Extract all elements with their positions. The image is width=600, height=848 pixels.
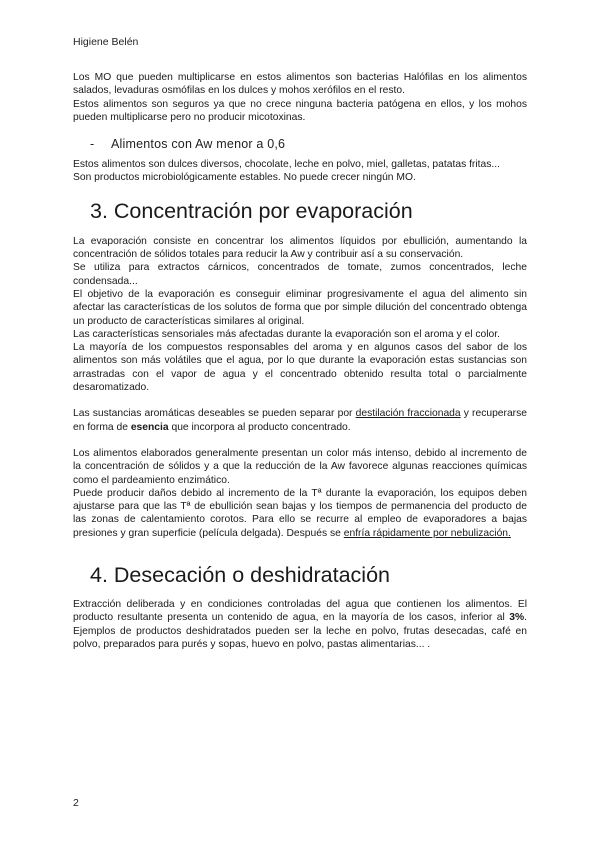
bullet-label: Alimentos con Aw menor a 0,6 <box>111 137 286 152</box>
page-content <box>73 71 527 651</box>
paragraph-mo-types: Los MO que pueden multiplicarse en estos alimentos son bacterias Halófilas en los alimentos salados, levaduras osmófilas en los dulces y mohos xerófilos en el resto. <box>73 72 527 97</box>
bold-3-percent: 3% <box>509 612 525 624</box>
underlined-enfria-rapidamente: enfría rápidamente por nebulización. <box>343 527 511 539</box>
paragraph-evaporation-uses: Se utiliza para extractos cárnicos, concentrados de tomate, zumos concentrados, leche condensada... <box>73 262 527 287</box>
spacer <box>73 434 527 447</box>
paragraph-aromatic-substances: Las sustancias aromáticas deseables se pueden separar por destilación fraccionada y recuperarse en forma de esencia que incorpora al producto concentrado. <box>73 408 527 433</box>
page-number: 2 <box>73 797 79 809</box>
link-destilacion-fraccionada: destilación fraccionada <box>355 408 461 420</box>
paragraph-evaporation-objective: El objetivo de la evaporación es conseguir eliminar progresivamente el agua del alimento sin afectar las características de los solutos de forma que por simple dilución del concentrado obtenga un producto de características similares al original. <box>73 288 527 327</box>
paragraph-evaporation-definition: La evaporación consiste en concentrar los alimentos líquidos por ebullición, aumentando la concentración de sólidos totales para reducir la Aw y contribuir así a su conservación. <box>73 235 527 261</box>
paragraph-sweet-foods: Estos alimentos son dulces diversos, chocolate, leche en polvo, miel, galletas, patatas fritas... <box>73 159 500 171</box>
paragraph-aroma-compounds: La mayoría de los compuestos responsables del aroma y en algunos casos del sabor de los alimentos son más volátiles que el agua, por lo que durante la evaporación estas sustancias son arrastradas con el vapor de agua y el concentrado obtenido resulta total o parcialmente desaromatizado. <box>73 342 527 394</box>
page-header: Higiene Belén <box>73 36 139 48</box>
heading-section-3: 3. Concentración por evaporación <box>90 198 413 223</box>
bold-esencia: esencia <box>130 421 169 433</box>
bullet-dash: - <box>90 137 95 152</box>
spacer <box>73 394 527 407</box>
paragraph-color-intensity: Los alimentos elaborados generalmente presentan un color más intenso, debido al incremento de la concentración de sólidos y a que la reducción de la Aw favorece algunas reacciones químicas como el pardeamiento enzimático. <box>73 447 527 486</box>
paragraph-dehydration-definition: Extracción deliberada y en condiciones controladas del agua que contienen los alimentos. El producto resultante presenta un contenido de agua, en la mayoría de los casos, inferior al 3%. Ejemplos de productos deshidratados pueden ser la leche en polvo, frutas desecadas, café en polvo, preparados para purés y sopas, huevo en polvo, pastas alimentarias... . <box>73 599 527 650</box>
heading-section-4: 4. Desecación o deshidratación <box>90 563 390 588</box>
paragraph-safety: Estos alimentos son seguros ya que no crece ninguna bacteria patógena en ellos, y los mohos pueden multiplicarse pero no producir micotoxinas. <box>73 98 527 123</box>
paragraph-stable-products: Son productos microbiológicamente estables. No puede crecer ningún MO. <box>73 172 416 184</box>
paragraph-sensory-characteristics: Las características sensoriales más afectadas durante la evaporación son el aroma y el color. <box>73 328 500 340</box>
bullet-item-aw-below-06 <box>90 137 527 152</box>
paragraph-temperature-damage: Puede producir daños debido al incremento de la Tª durante la evaporación, los equipos deben ajustarse para que las Tª de ebullición sean bajas y los tiempos de permanencia del producto de las zonas de calentamiento corotos. Para ello se recurre al empleo de evaporadores a bajas presiones y gran superficie (película delgada). Después se enfría rápidamente por nebulización. <box>73 487 527 539</box>
